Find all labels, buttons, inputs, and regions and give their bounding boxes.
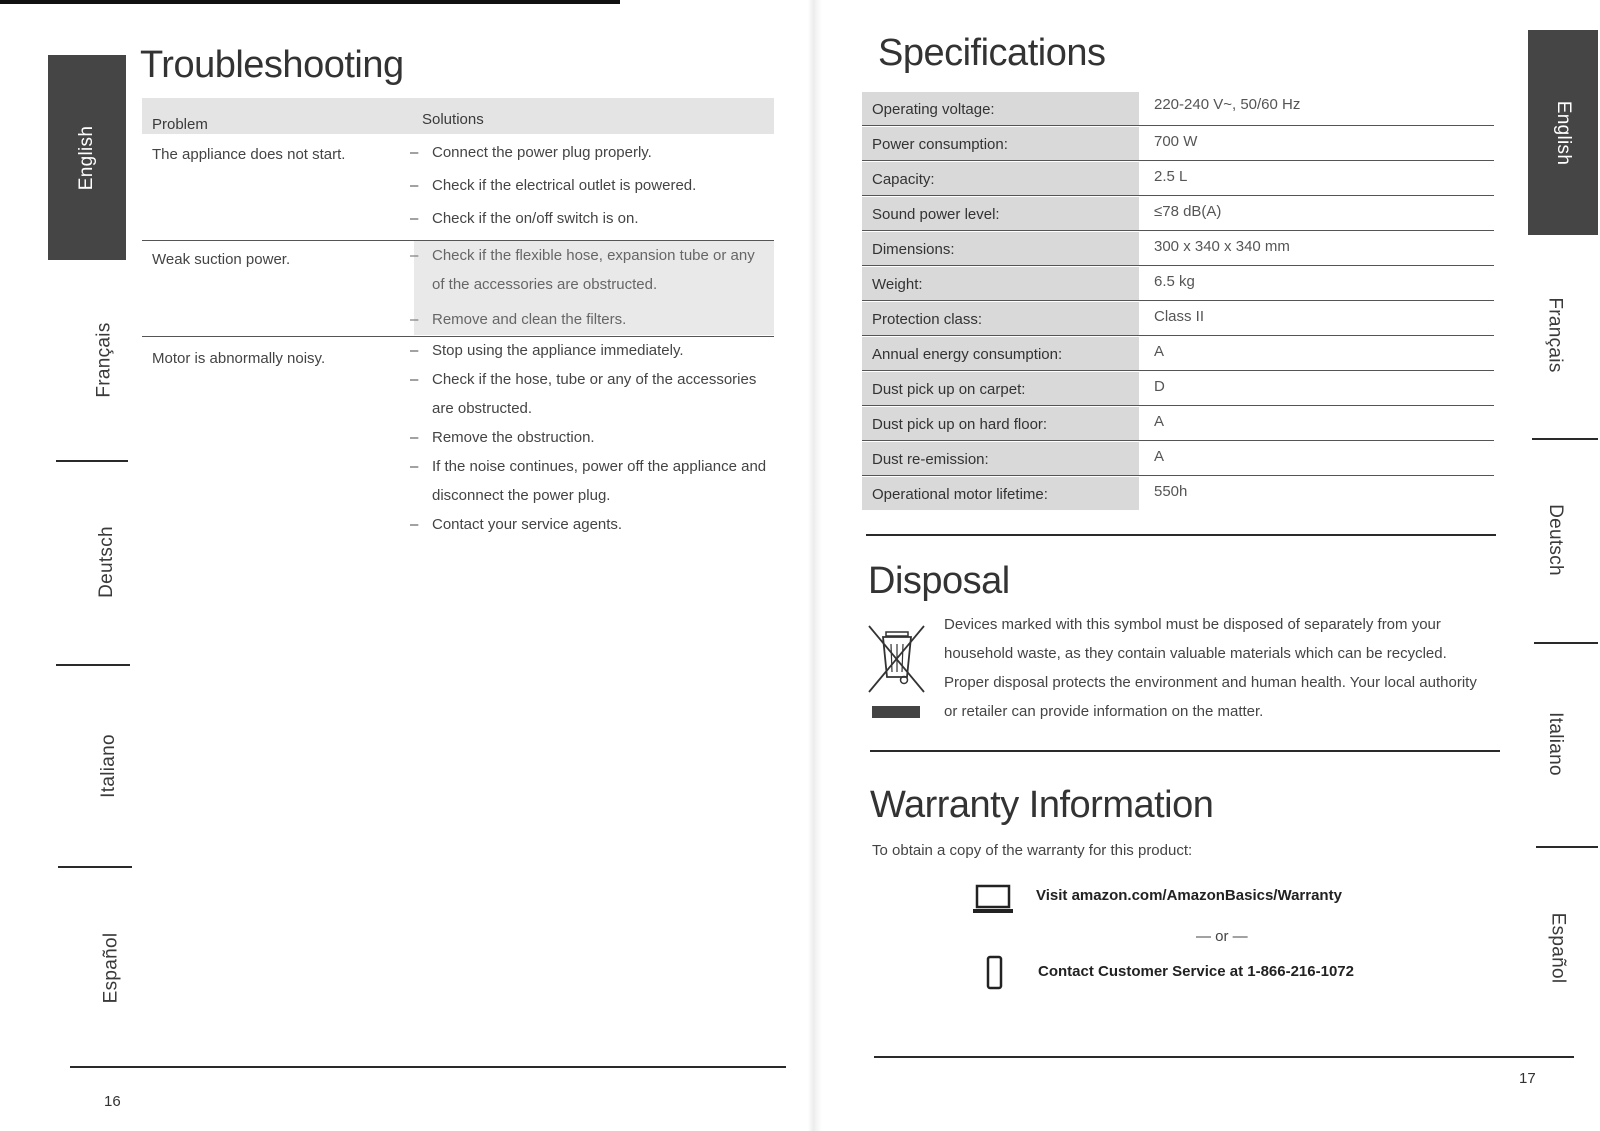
problem-text: The appliance does not start. — [152, 146, 346, 163]
solution-item: – Stop using the appliance immediately. — [410, 336, 770, 365]
tab-label: Español — [1547, 912, 1569, 984]
solution-item: – Check if the electrical outlet is powered. — [410, 171, 770, 200]
tab-label: Deutsch — [96, 526, 117, 598]
solution-item: – Connect the power plug properly. — [410, 138, 770, 167]
tab-label: English — [75, 125, 97, 190]
warranty-or: — or — — [1196, 928, 1248, 945]
footer-rule — [874, 1056, 1574, 1058]
solution-item: – Check if the hose, tube or any of the accessories are obstructed. — [410, 365, 770, 423]
solution-item: – If the noise continues, power off the appliance and disconnect the power plug. — [410, 452, 770, 510]
tab-francais[interactable] — [66, 260, 144, 460]
column-header-solutions: Solutions — [422, 111, 484, 128]
spec-value: D — [1154, 378, 1165, 395]
spec-value: Class II — [1154, 308, 1205, 325]
spec-row — [862, 337, 1494, 371]
spec-label: Dimensions: — [872, 241, 955, 258]
solutions-list — [410, 138, 770, 233]
spec-label: Operational motor lifetime: — [872, 486, 1048, 503]
warranty-contact-phone[interactable]: Contact Customer Service at 1-866-216-1072 — [1038, 963, 1354, 980]
problem-text: Motor is abnormally noisy. — [152, 350, 326, 367]
table-row — [142, 241, 774, 335]
spec-row — [862, 302, 1494, 336]
spec-row — [862, 442, 1494, 476]
warranty-visit-link[interactable]: Visit amazon.com/AmazonBasics/Warranty — [1036, 887, 1342, 904]
spec-label: Capacity: — [872, 171, 935, 188]
disposal-text: Devices marked with this symbol must be disposed of separately from your household waste, as they contain valuable materials which can be recycled. Proper disposal protects the environment and human health. Your local authority or retailer can provide information on the matter. — [944, 616, 1477, 720]
spec-label: Power consumption: — [872, 136, 1008, 153]
page-number: 16 — [104, 1093, 121, 1110]
section-rule — [866, 534, 1496, 536]
tab-label: Deutsch — [1545, 504, 1566, 576]
spec-row — [862, 372, 1494, 406]
solution-item: – Remove and clean the filters. — [410, 305, 770, 334]
spec-value: A — [1154, 413, 1165, 430]
tab-deutsch[interactable] — [1520, 440, 1590, 640]
spec-value: ≤78 dB(A) — [1154, 203, 1222, 220]
spec-value: 6.5 kg — [1154, 273, 1195, 290]
tab-english[interactable] — [48, 55, 126, 260]
tab-label: Italiano — [97, 734, 119, 798]
tab-espanol[interactable] — [72, 868, 150, 1068]
spec-value: A — [1154, 448, 1165, 465]
specifications-title: Specifications — [878, 32, 1106, 74]
solution-item: – Check if the on/off switch is on. — [410, 204, 770, 233]
table-header — [142, 98, 774, 134]
solution-item: – Remove the obstruction. — [410, 423, 770, 452]
section-rule — [870, 750, 1500, 752]
spec-label: Annual energy consumption: — [872, 346, 1063, 363]
spec-row — [862, 92, 1494, 126]
spec-row — [862, 477, 1494, 511]
spec-value: 700 W — [1154, 133, 1198, 150]
spec-row — [862, 162, 1494, 196]
spec-row — [862, 407, 1494, 441]
spec-value: 220-240 V~, 50/60 Hz — [1154, 96, 1301, 113]
spec-label: Dust re-emission: — [872, 451, 989, 468]
solution-item: – Contact your service agents. — [410, 510, 770, 539]
spec-label: Dust pick up on hard floor: — [872, 416, 1048, 433]
tab-label: Français — [1545, 297, 1567, 373]
spec-value: A — [1154, 343, 1165, 360]
solutions-list — [410, 336, 770, 539]
right-page — [830, 0, 1600, 1131]
footer-rule — [70, 1066, 786, 1068]
tab-italiano[interactable] — [1520, 644, 1590, 844]
tab-english[interactable] — [1528, 30, 1598, 235]
tab-label: Español — [99, 932, 121, 1004]
page-number: 17 — [1519, 1070, 1536, 1087]
spec-label: Operating voltage: — [872, 101, 995, 118]
spec-row — [862, 127, 1494, 161]
solutions-list — [410, 241, 770, 334]
solution-item: – Check if the flexible hose, expansion tube or any of the accessories are obstructed. — [410, 241, 770, 299]
phone-icon — [986, 955, 1004, 991]
tab-label: Italiano — [1544, 712, 1566, 776]
warranty-title: Warranty Information — [870, 784, 1214, 826]
column-header-problem: Problem — [152, 116, 208, 133]
tab-label: English — [1552, 100, 1574, 165]
page-title: Troubleshooting — [140, 44, 404, 86]
tab-italiano[interactable] — [70, 666, 148, 866]
spec-row — [862, 232, 1494, 266]
tab-espanol[interactable] — [1522, 848, 1592, 1048]
warranty-intro: To obtain a copy of the warranty for this product: — [872, 842, 1193, 859]
spec-value: 550h — [1154, 483, 1188, 500]
book-gutter — [808, 0, 822, 1131]
laptop-icon — [972, 882, 1014, 916]
problem-text: Weak suction power. — [152, 251, 291, 268]
spec-label: Sound power level: — [872, 206, 1000, 223]
spec-row — [862, 197, 1494, 231]
spec-value: 300 x 340 x 340 mm — [1154, 238, 1290, 255]
tab-label: Français — [93, 322, 115, 398]
disposal-title: Disposal — [868, 560, 1010, 602]
spec-label: Weight: — [872, 276, 923, 293]
weee-bin-icon — [866, 622, 926, 722]
spec-label: Protection class: — [872, 311, 983, 328]
spec-value: 2.5 L — [1154, 168, 1188, 185]
spec-row — [862, 267, 1494, 301]
tab-francais[interactable] — [1520, 235, 1590, 435]
spec-label: Dust pick up on carpet: — [872, 381, 1026, 398]
table-row — [142, 134, 774, 240]
tab-deutsch[interactable] — [68, 462, 146, 662]
table-row — [142, 337, 774, 557]
